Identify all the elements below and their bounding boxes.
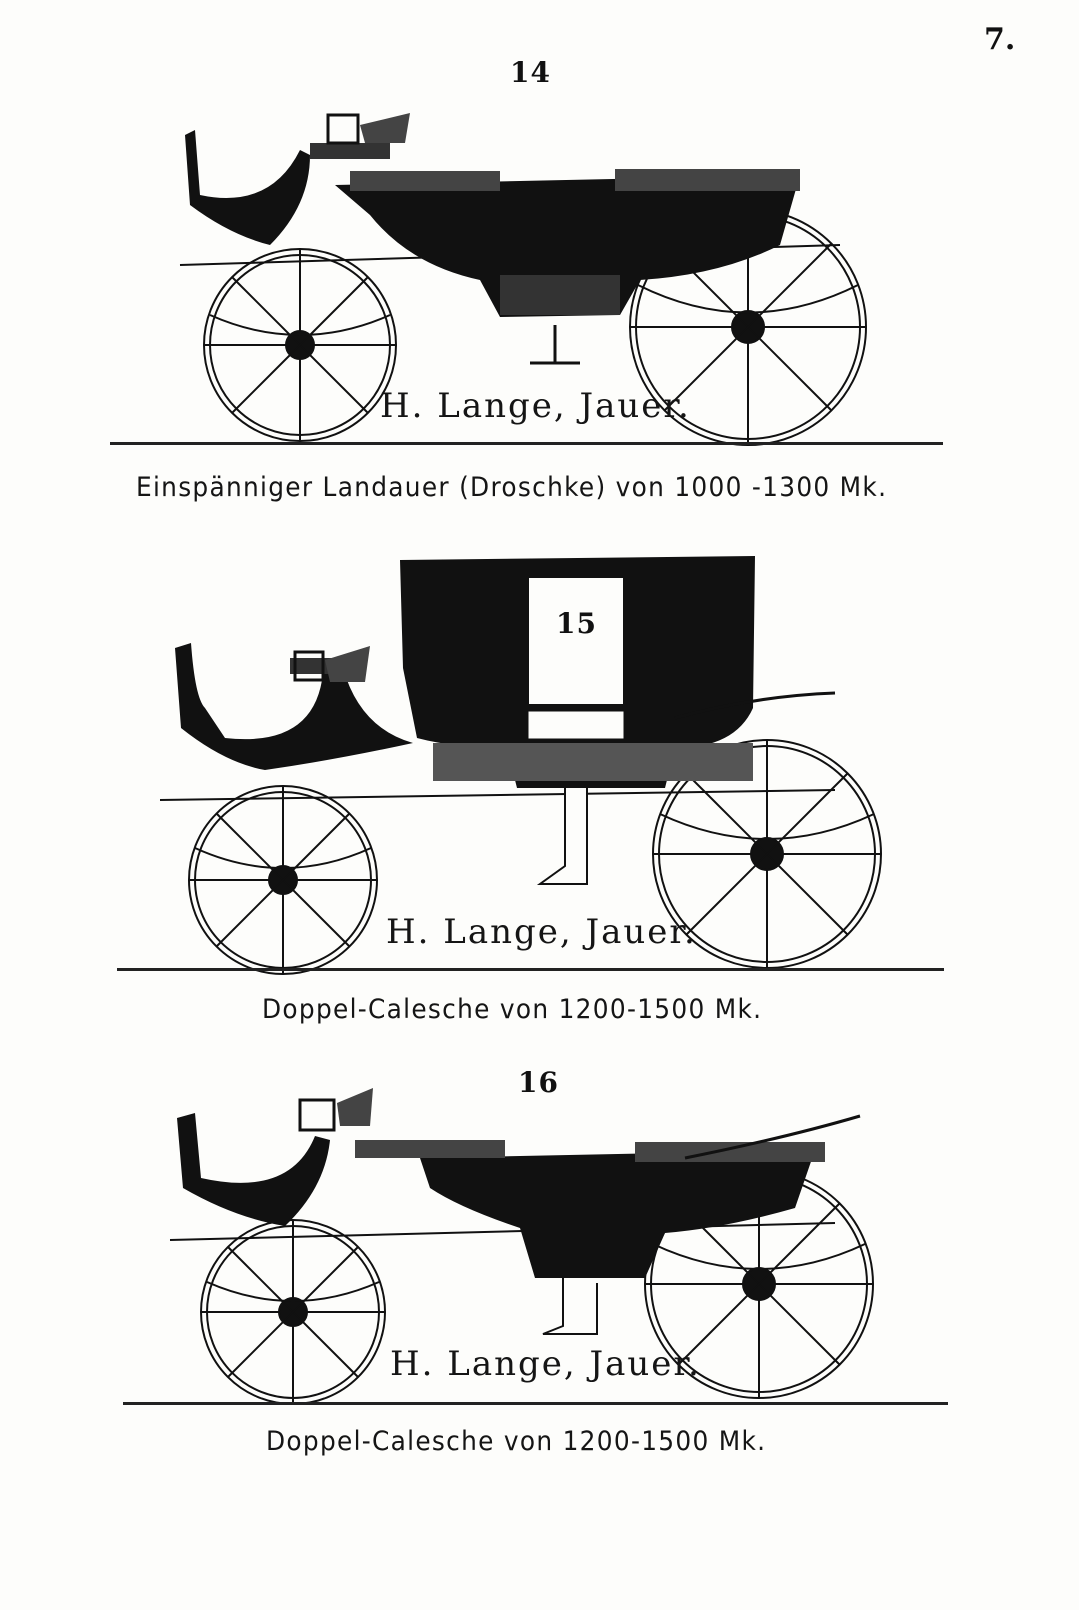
plate-15-number: 15	[556, 607, 597, 640]
plate-16-maker: H. Lange, Jauer.	[390, 1344, 701, 1384]
plate-15-ground-line	[117, 968, 944, 971]
plate-16-number: 16	[518, 1066, 559, 1099]
page-number: 7.	[984, 22, 1016, 57]
plate-16-caption: Doppel-Calesche von 1200-1500 Mk.	[266, 1426, 767, 1457]
plate-15-maker: H. Lange, Jauer.	[386, 912, 697, 952]
plate-16-ground-line	[123, 1402, 948, 1405]
plate-14-ground-line	[110, 442, 943, 445]
plate-14-number: 14	[510, 56, 551, 89]
plate-14-maker: H. Lange, Jauer.	[380, 386, 691, 426]
plate-15-caption: Doppel-Calesche von 1200-1500 Mk.	[262, 994, 763, 1025]
plate-14-caption: Einspänniger Landauer (Droschke) von 1000 -1300 Mk.	[136, 472, 888, 503]
